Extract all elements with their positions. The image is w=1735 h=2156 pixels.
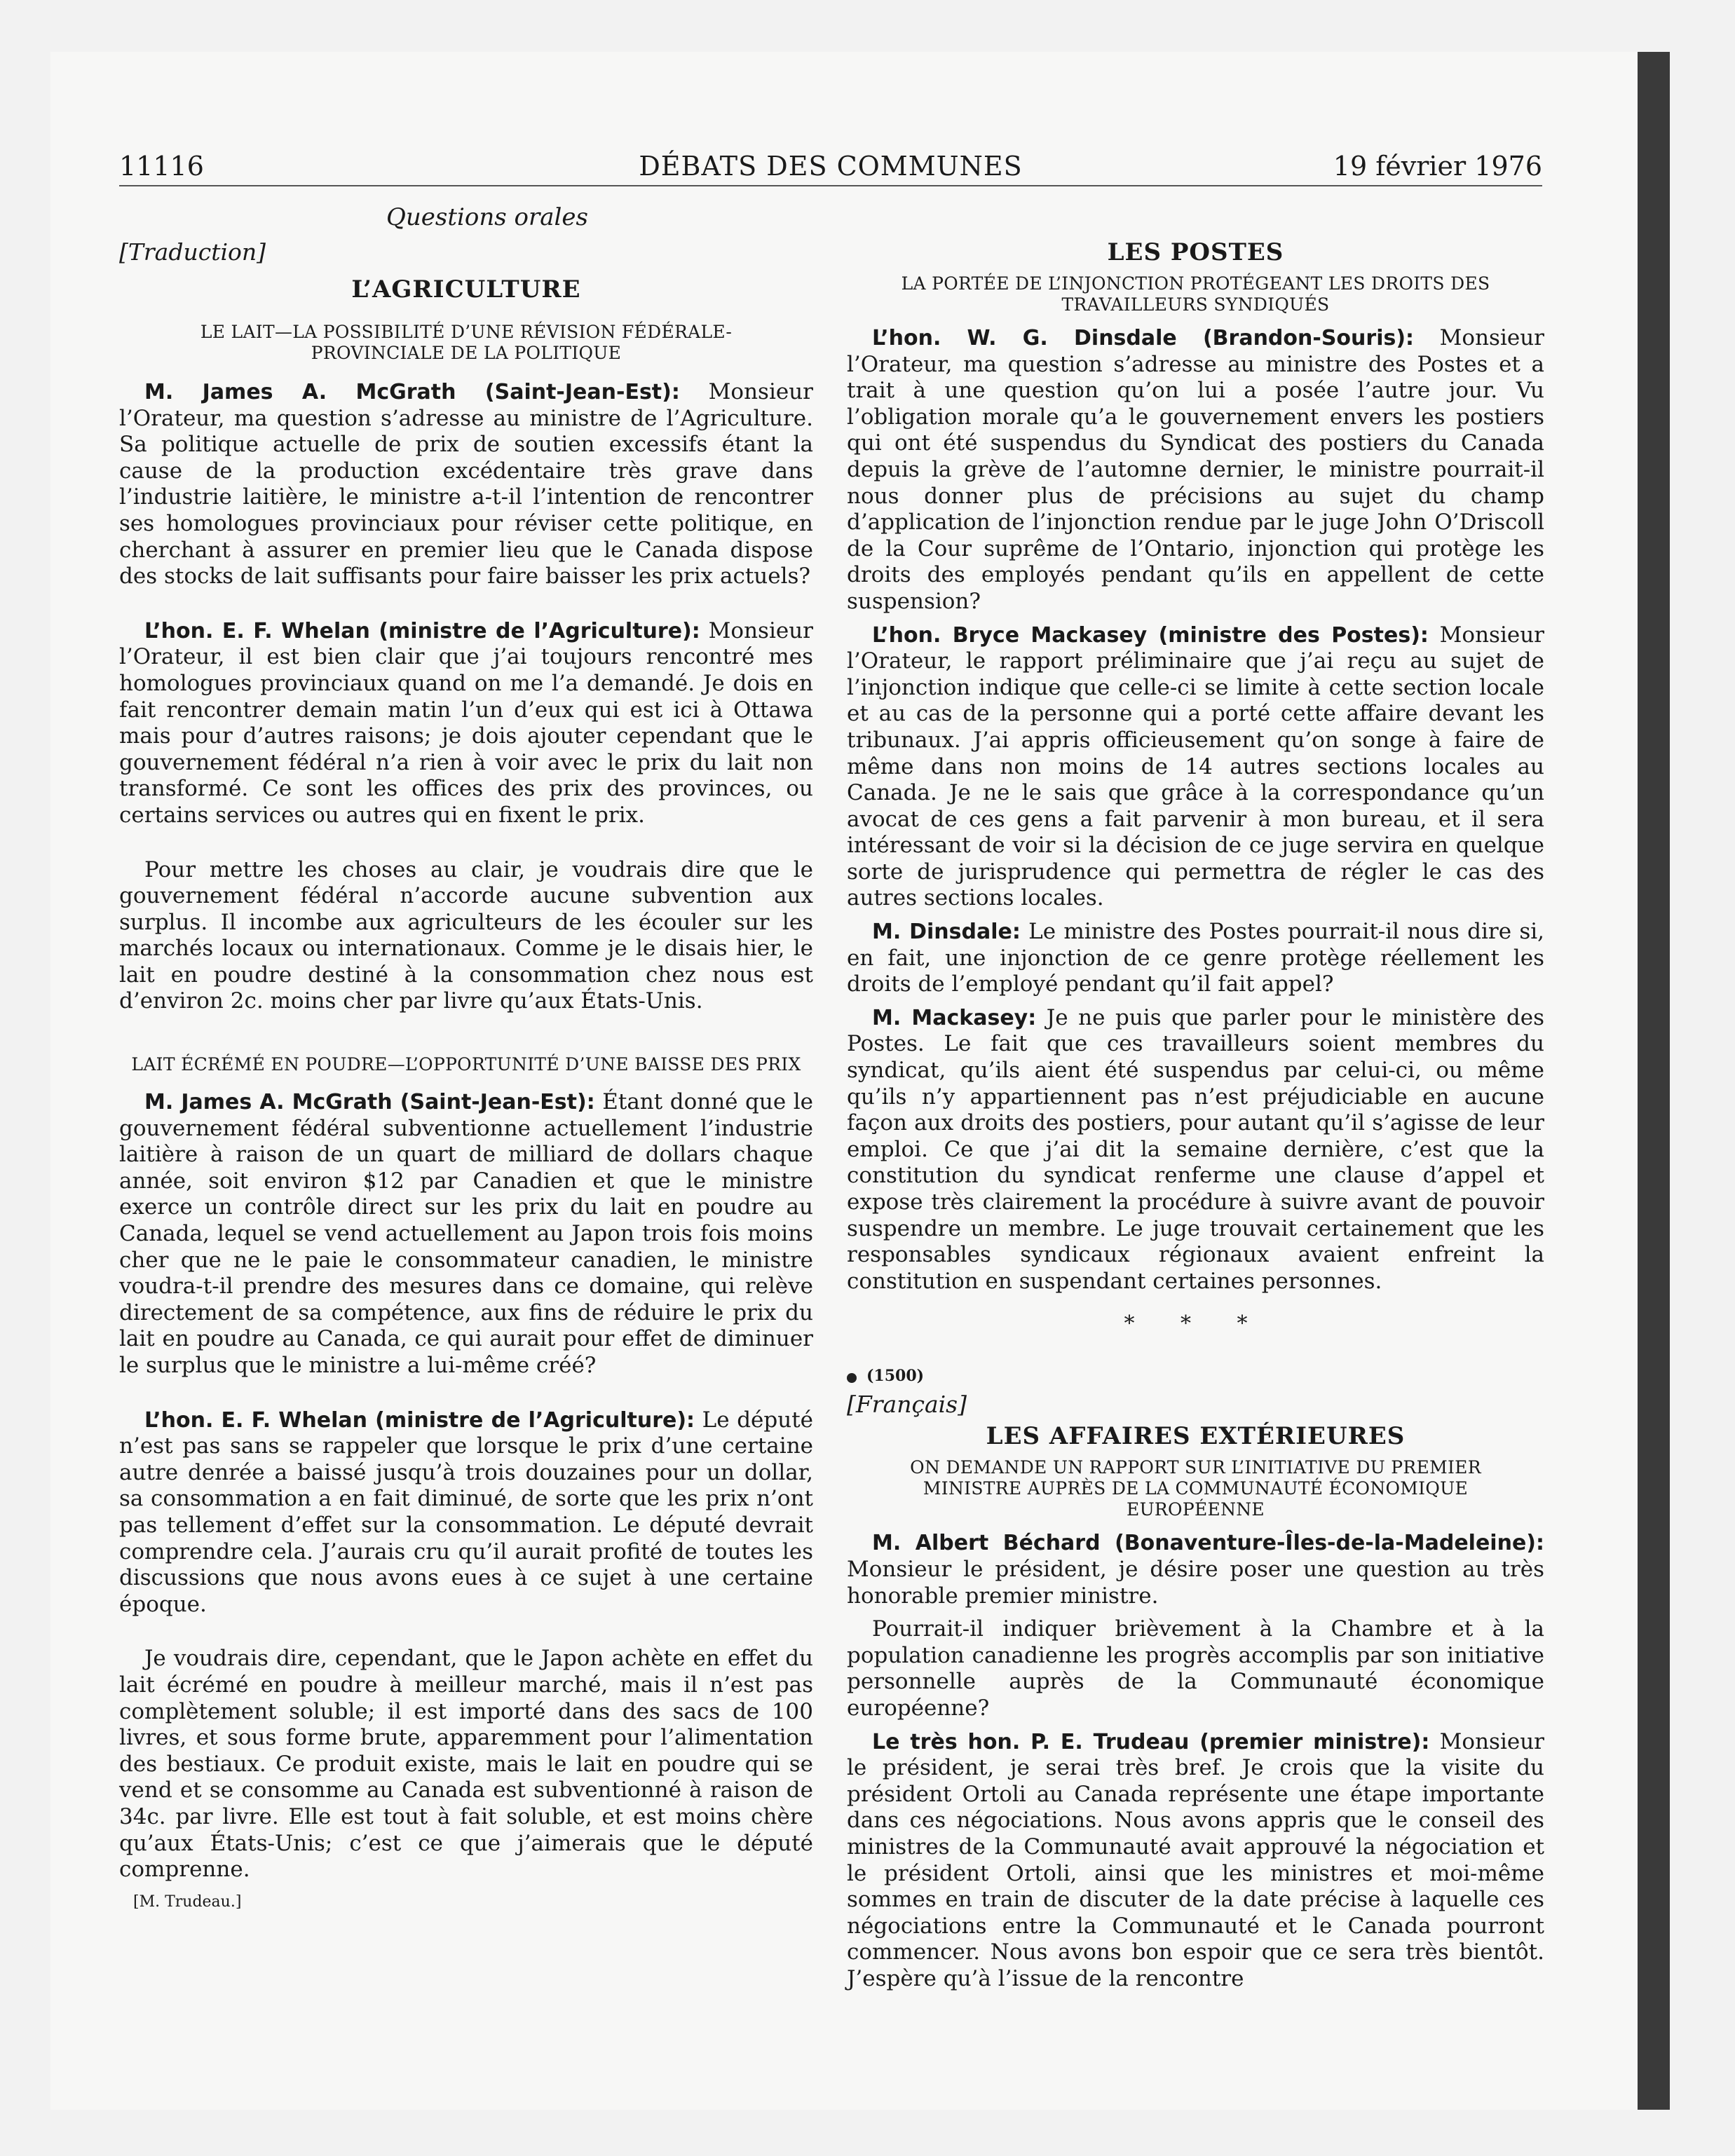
subhead-cee: ON DEMANDE UN RAPPORT SUR L’INITIATIVE DU PREMIER MINISTRE AUPRÈS DE LA COMMUNAUTÉ ÉCONOMIQUE EUROPÉENNE (910, 1457, 1481, 1520)
subhead-lait: LE LAIT—LA POSSIBILITÉ D’UNE RÉVISION FÉDÉRALE-PROVINCIALE DE LA POLITIQUE (200, 322, 733, 363)
heading-affaires-exterieures: LES AFFAIRES EXTÉRIEURES (986, 1422, 1406, 1451)
paragraph-text: Monsieur le président, je désire poser une question au très honorable premier ministre. (847, 1556, 1544, 1609)
paragraph (847, 1005, 1544, 1295)
speaker-name: M. James A. McGrath (Saint-Jean-Est): (144, 1090, 595, 1115)
paragraph (847, 1530, 1544, 1609)
paragraph-text: Monsieur l’Orateur, ma question s’adresse au ministre de l’Agriculture. Sa politique actuelle de prix de soutien excessifs étant la cause de la production excédentaire très grave dans l’industrie laitière, le ministre a-t-il l’intention de rencontrer ses homologues provinciaux pour réviser cette politique, en cherchant à assurer en premier lieu que le Canada dispose des stocks de lait suffisants pour faire baisser les prix actuels? (119, 379, 813, 589)
paragraph-text: Je voudrais dire, cependant, que le Japon achète en effet du lait écrémé en poudre à meilleur marché, mais il n’est pas complètement soluble; il est importé dans des sacs de 100 livres, et sous forme brute, apparemment pour l’alimentation des bestiaux. Ce produit existe, mais le lait en poudre qui se vend et se consomme au Canada est subventionné à raison de 34c. par livre. Elle est tout à fait soluble, et est moins chère qu’aux États-Unis; c’est ce que j’aimerais que le député comprenne. (119, 1646, 813, 1883)
subhead-lait-ecreme: LAIT ÉCRÉMÉ EN POUDRE—L’OPPORTUNITÉ D’UNE BAISSE DES PRIX (131, 1054, 801, 1075)
section-title: Questions orales (386, 203, 588, 231)
paragraph-text: Le ministre des Postes pourrait-il nous dire si, en fait, une injonction de ce genre protège réellement les droits de l’employé pendant qu’il fait appel? (847, 919, 1544, 997)
heading-agriculture: L’AGRICULTURE (351, 275, 581, 303)
speaker-name: L’hon. E. F. Whelan (ministre de l’Agriculture): (144, 618, 700, 643)
speaker-name: Le très hon. P. E. Trudeau (premier ministre): (872, 1729, 1430, 1754)
paragraph (847, 1729, 1544, 1993)
paragraph (119, 857, 813, 1016)
bullet-icon (847, 1373, 857, 1383)
paragraph-text: Le député n’est pas sans se rappeler que lorsque le prix d’une certaine autre denrée a baissé jusqu’à trois douzaines pour un dollar, sa consommation a en fait diminué, de sorte que les prix n’ont pas tellement d’effet sur la consommation. Le député devrait comprendre cela. J’aurais cru qu’il aurait profité de toutes les discussions que nous avons eues à ce sujet à une certaine époque. (119, 1407, 813, 1617)
translation-tag: [Traduction] (119, 238, 266, 266)
paragraph (119, 618, 813, 829)
paragraph-text: Pour mettre les choses au clair, je voudrais dire que le gouvernement fédéral n’accorde aucune subvention aux surplus. Il incombe aux agriculteurs de les écouler sur les marchés locaux ou internationaux. Comme je le disais hier, le lait en poudre destiné à la consommation chez nous est d’environ 2c. moins cher par livre qu’aux États-Unis. (119, 857, 813, 1014)
time-marker (847, 1367, 1544, 1385)
right-column (847, 238, 1544, 1992)
left-column (119, 203, 813, 1911)
paragraph-text: Monsieur l’Orateur, il est bien clair que j’ai toujours rencontré mes homologues provinciaux quand on me l’a demandé. Je dois en fait rencontrer demain matin l’un d’eux qui est ici à Ottawa mais pour d’autres raisons; je dois ajouter cependant que le gouvernement fédéral n’a rien à voir avec le prix du lait non transformé. Ce sont les offices des prix des provinces, ou certains services ou autres qui en fixent le prix. (119, 618, 813, 828)
paragraph (847, 919, 1544, 998)
paragraph (119, 1407, 813, 1618)
speaker-name: M. James A. McGrath (Saint-Jean-Est): (144, 380, 680, 404)
page-number: 11116 (119, 151, 204, 182)
publication-title: DÉBATS DES COMMUNES (639, 151, 1023, 182)
paragraph-text: Monsieur l’Orateur, ma question s’adresse au ministre des Postes et a trait à une question qu’on lui a posée l’autre jour. Vu l’obligation morale qu’a le gouvernement envers les postiers qui ont été suspendus du Syndicat des postiers du Canada depuis la grève de l’automne dernier, le ministre pourrait-il nous donner plus de précisions au sujet du champ d’application de l’injonction rendue par le juge John O’Driscoll de la Cour suprême de l’Ontario, injonction qui protège les droits des employés pendant qu’ils en appellent de cette suspension? (847, 325, 1544, 614)
speaker-name: L’hon. E. F. Whelan (ministre de l’Agriculture): (144, 1407, 695, 1433)
paragraph-text: Pourrait-il indiquer brièvement à la Chambre et à la population canadienne les progrès accomplis par son initiative personnelle auprès de la Communauté économique européenne? (847, 1616, 1544, 1721)
speaker-name: L’hon. Bryce Mackasey (ministre des Postes): (872, 622, 1429, 648)
speaker-name: M. Albert Béchard (Bonaventure-Îles-de-la-Madeleine): (872, 1531, 1544, 1556)
subhead-injonction: LA PORTÉE DE L’INJONCTION PROTÉGEANT LES DROITS DES TRAVAILLEURS SYNDIQUÉS (901, 273, 1490, 315)
section-separator: * * * (1124, 1311, 1267, 1337)
speaker-name: M. Dinsdale: (872, 920, 1021, 945)
paragraph (119, 1646, 813, 1883)
paragraph-text: Je ne puis que parler pour le ministère des Postes. Le fait que ces travailleurs soient membres du syndicat, qu’ils aient été suspendus par celui-ci, ou même qu’ils n’y appartiennent pas n’est préjudiciable en aucune façon aux droits des postiers, pour autant qu’il s’agisse de leur emploi. Ce que j’ai dit la semaine dernière, c’est que la constitution du syndicat renferme une clause d’appel et expose très clairement la procédure à suivre avant de pouvoir suspendre un membre. Le juge trouvait certainement que les responsables syndicaux régionaux avaient enfreint la constitution en suspendant certaines personnes. (847, 1004, 1545, 1294)
page-header (119, 151, 1542, 186)
heading-postes: LES POSTES (1107, 238, 1284, 266)
header-rule (119, 185, 1542, 186)
paragraph (119, 1089, 813, 1379)
trailer-speaker: [M. Trudeau.] (133, 1892, 242, 1911)
scan-edge (1638, 52, 1670, 2110)
paragraph-text: Monsieur l’Orateur, le rapport préliminaire que j’ai reçu au sujet de l’injonction indique que celle-ci se limite à cette section locale et au cas de la personne qui a porté cette affaire devant les tribunaux. J’ai appris officieusement qu’on songe à faire de même dans non moins de 14 autres sections locales au Canada. Je ne le sais que grâce à la correspondance qu’un avocat de ces gens a fait parvenir à mon bureau, et il sera intéressant de voir si la décision de ce juge servira en quelque sorte de jurisprudence qui permettra de régler le cas des autres sections locales. (847, 622, 1544, 911)
paragraph (847, 622, 1544, 913)
publication-date: 19 février 1976 (1333, 151, 1542, 182)
speaker-name: L’hon. W. G. Dinsdale (Brandon-Souris): (872, 326, 1415, 350)
paragraph (847, 1616, 1544, 1721)
language-tag: [Français] (847, 1391, 967, 1419)
paragraph (847, 325, 1544, 615)
paragraph (119, 379, 813, 590)
paragraph-text: Monsieur le président, je serai très bref. Je crois que la visite du président Ortoli au Canada représente une étape importante dans ces négociations. Nous avons appris que le conseil des ministres de la Communauté avait approuvé la négociation et le président Ortoli, ainsi que les ministres et moi-même sommes en train de discuter de la date précise à laquelle ces négociations entre la Communauté et le Canada pourront commencer. Nous avons bon espoir que ce sera très bientôt. J’espère qu’à l’issue de la rencontre (847, 1728, 1544, 1991)
speaker-name: M. Mackasey: (872, 1005, 1037, 1030)
time-stamp: (1500) (866, 1367, 925, 1386)
paragraph-text: Étant donné que le gouvernement fédéral subventionne actuellement l’industrie laitière à raison de un quart de milliard de dollars chaque année, soit environ $12 par Canadien et que le ministre exerce un contrôle direct sur les prix du lait en poudre au Canada, lequel se vend actuellement au Japon trois fois moins cher que ne le paie le consommateur canadien, le ministre voudra-t-il prendre des mesures dans ce domaine, qui relève directement de sa compétence, aux fins de réduire le prix du lait en poudre au Canada, ce qui aurait pour effet de diminuer le surplus que le ministre a lui-même créé? (119, 1089, 813, 1378)
